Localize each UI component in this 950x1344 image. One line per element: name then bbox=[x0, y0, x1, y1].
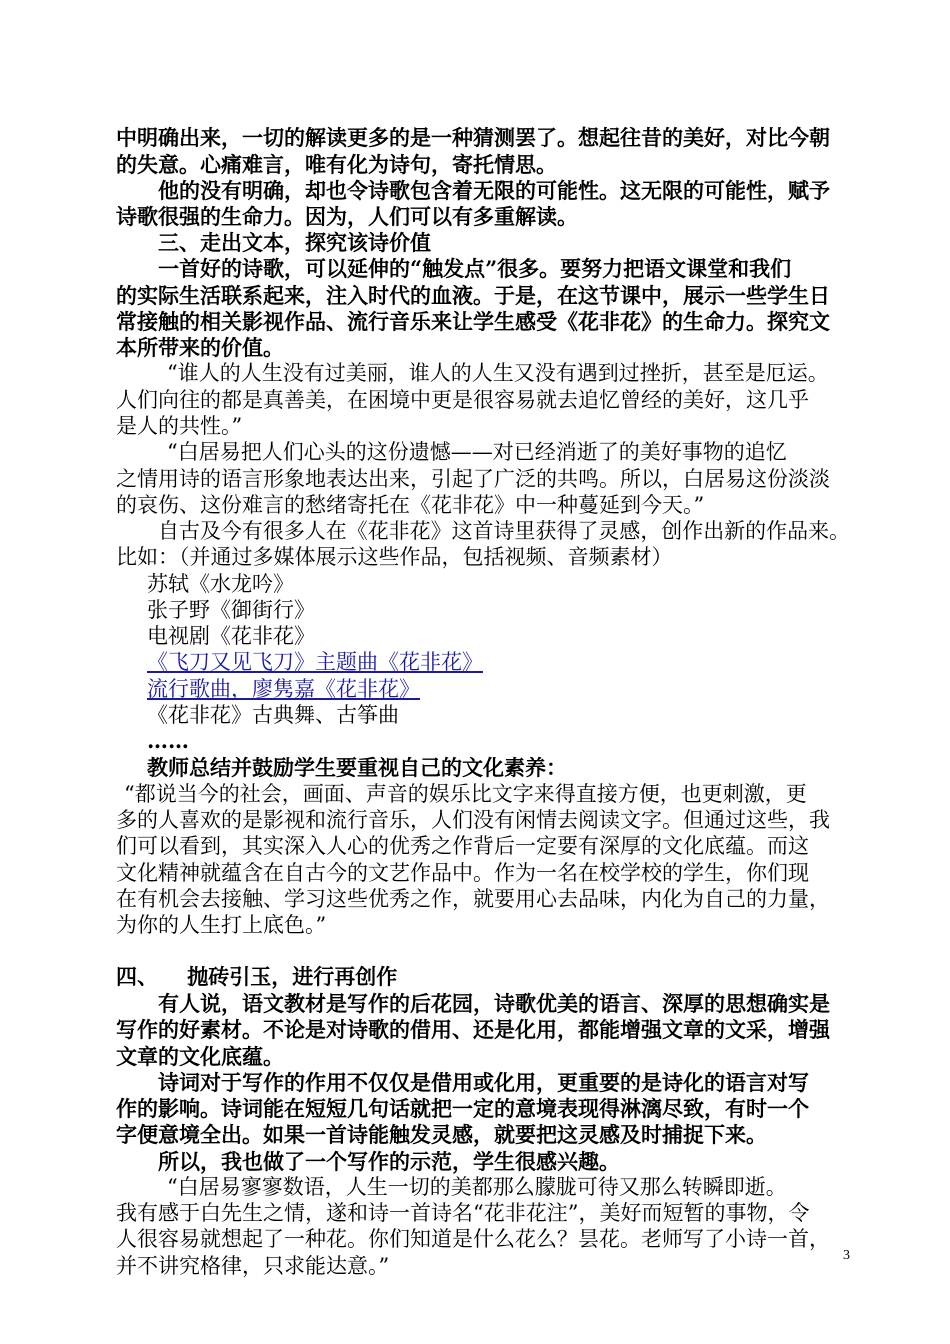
text-line: 诗歌很强的生命力。因为，人们可以有多重解读。 bbox=[116, 204, 578, 229]
text-line: 本所带来的价值。 bbox=[116, 335, 284, 360]
text-line: 我有感于白先生之情，遂和诗一首诗名“花非花注”，美好而短暂的事物，令 bbox=[116, 1201, 810, 1225]
text-line: 们可以看到，其实深入人心的优秀之作背后一定要有深厚的文化底蕴。而这 bbox=[116, 834, 809, 858]
text-line: 在有机会去接触、学习这些优秀之作，就要用心去品味，内化为自己的力量， bbox=[116, 887, 830, 911]
text-line: 的失意。心痛难言，唯有化为诗句，寄托情思。 bbox=[116, 152, 557, 177]
link-pop-song[interactable]: 流行歌曲，廖隽嘉《花非花》 bbox=[147, 677, 420, 701]
text-line: 写作的好素材。不论是对诗歌的借用、还是化用，都能增强文章的文采，增强 bbox=[116, 1017, 830, 1042]
page-number: 3 bbox=[843, 1248, 850, 1263]
text-line: 人们向往的都是真善美，在困境中更是很容易就去追忆曾经的美好，这几乎 bbox=[116, 388, 809, 412]
text-line: 所以，我也做了一个写作的示范，学生很感兴趣。 bbox=[158, 1149, 620, 1174]
section-heading: 四、 抛砖引玉，进行再创作 bbox=[116, 964, 398, 989]
text-line: 中明确出来，一切的解读更多的是一种猜测罢了。想起往昔的美好，对比今朝 bbox=[116, 125, 830, 150]
text-line: 文化精神就蕴含在自古今的文艺作品中。作为一名在校学校的学生，你们现 bbox=[116, 861, 809, 885]
text-line: 诗词对于写作的作用不仅仅是借用或化用，更重要的是诗化的语言对写 bbox=[158, 1070, 809, 1095]
text-line: 有人说，语文教材是写作的后花园，诗歌优美的语言、深厚的思想确实是 bbox=[158, 991, 830, 1016]
link-theme-song[interactable]: 《飞刀又见飞刀》主题曲《花非花》 bbox=[147, 650, 483, 674]
text-line: 字便意境全出。如果一首诗能触发灵感，就要把这灵感及时捕捉下来。 bbox=[116, 1122, 767, 1147]
text-line: 自古及今有很多人在《花非花》这首诗里获得了灵感，创作出新的作品来。 bbox=[158, 519, 851, 543]
text-line: 常接触的相关影视作品、流行音乐来让学生感受《花非花》的生命力。探究文 bbox=[116, 309, 830, 334]
list-item: 《花非花》古典舞、古筝曲 bbox=[147, 703, 399, 727]
text-line: 并不讲究格律，只求能达意。” bbox=[116, 1254, 390, 1278]
section-heading: 三、走出文本，探究该诗价值 bbox=[158, 230, 431, 255]
text-line: 多的人喜欢的是影视和流行音乐，人们没有闲情去阅读文字。但通过这些，我 bbox=[116, 808, 830, 832]
text-line: 为你的人生打上底色。” bbox=[116, 913, 327, 937]
text-line: 他的没有明确，却也令诗歌包含着无限的可能性。这无限的可能性，赋予 bbox=[158, 178, 830, 203]
text-line: 教师总结并鼓励学生要重视自己的文化素养： bbox=[147, 755, 567, 780]
text-line: “白居易把人们心头的这份遗憾——对已经消逝了的美好事物的追忆 bbox=[167, 440, 787, 464]
text-line: 人很容易就想起了一种花。你们知道是什么花么？昙花。老师写了小诗一首， bbox=[116, 1227, 830, 1251]
text-line: 比如：（并通过多媒体展示这些作品，包括视频、音频素材） bbox=[116, 545, 673, 569]
text-line: “都说当今的社会，画面、声音的娱乐比文字来得直接方便，也更刺激，更 bbox=[124, 782, 807, 806]
list-item: 苏轼《水龙吟》 bbox=[147, 572, 294, 596]
text-line: “白居易寥寥数语，人生一切的美都那么朦胧可待又那么转瞬即逝。 bbox=[167, 1175, 787, 1199]
ellipsis: …… bbox=[147, 728, 189, 753]
list-item: 张子野《御街行》 bbox=[147, 598, 315, 622]
text-line: 的实际生活联系起来，注入时代的血液。于是，在这节课中，展示一些学生日 bbox=[116, 283, 830, 308]
list-item: 电视剧《花非花》 bbox=[147, 624, 315, 648]
text-line: 的哀伤、这份难言的愁绪寄托在《花非花》中一种蔓延到今天。” bbox=[116, 493, 705, 517]
text-line: 文章的文化底蕴。 bbox=[116, 1044, 284, 1069]
text-line: 是人的共性。” bbox=[116, 414, 243, 438]
text-line: 作的影响。诗词能在短短几句话就把一定的意境表现得淋漓尽致，有时一个 bbox=[116, 1096, 809, 1121]
text-line: “谁人的人生没有过美丽，谁人的人生又没有遇到过挫折，甚至是厄运。 bbox=[167, 361, 829, 385]
text-line: 之情用诗的语言形象地表达出来，引起了广泛的共鸣。所以，白居易这份淡淡 bbox=[116, 467, 830, 491]
text-line: 一首好的诗歌，可以延伸的“触发点”很多。要努力把语文课堂和我们 bbox=[158, 256, 792, 281]
